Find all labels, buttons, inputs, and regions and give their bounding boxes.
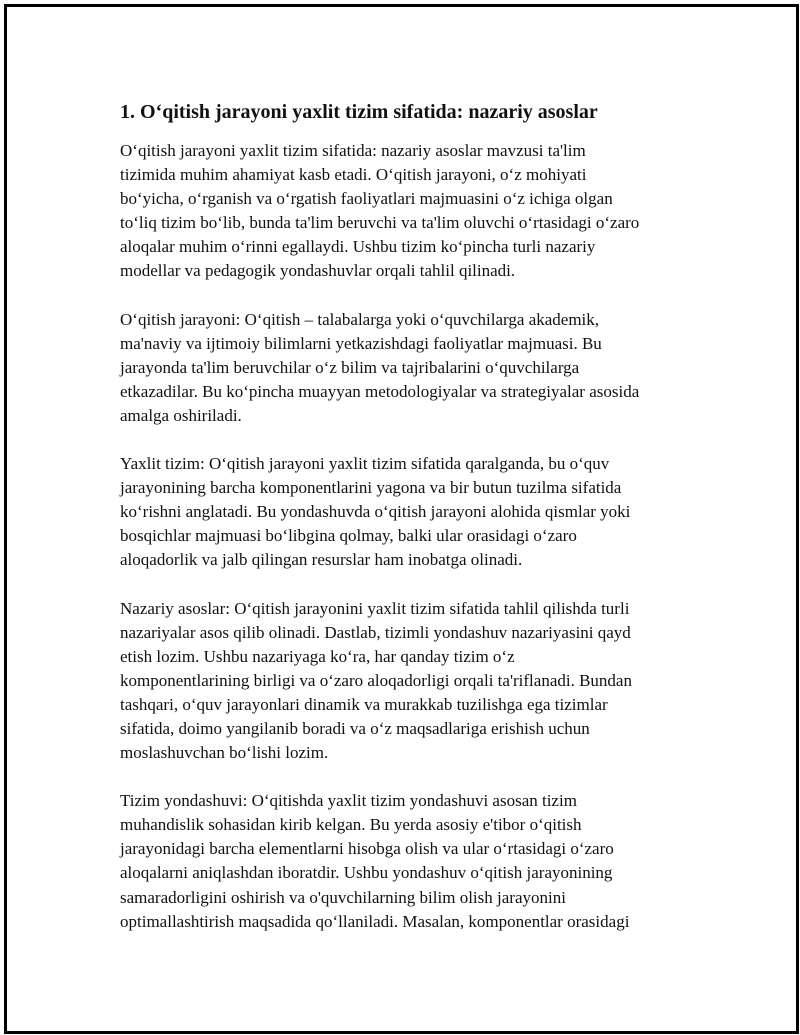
text-line: optimallashtirish maqsadida qo‘llaniladi. Masalan, komponentlar orasidagi bbox=[120, 911, 630, 931]
text-line: bo‘yicha, o‘rganish va o‘rgatish faoliyatlari majmuasini o‘z ichiga olgan bbox=[120, 189, 613, 209]
text-line: Nazariy asoslar: O‘qitish jarayonini yaxlit tizim sifatida tahlil qilishda turli bbox=[120, 598, 630, 618]
paragraph-intro bbox=[120, 139, 705, 284]
text-line: ko‘rishni anglatadi. Bu yondashuvda o‘qitish jarayoni alohida qismlar yoki bbox=[120, 502, 631, 522]
text-line: samaradorligini oshirish va o'quvchilarning bilim olish jarayonini bbox=[120, 887, 566, 907]
paragraph-nazariy-asoslar bbox=[120, 597, 705, 766]
text-line: aloqalar muhim o‘rinni egallaydi. Ushbu tizim ko‘pincha turli nazariy bbox=[120, 237, 596, 257]
text-line: Tizim yondashuvi: O‘qitishda yaxlit tizim yondashuvi asosan tizim bbox=[120, 791, 577, 811]
text-line: jarayonining barcha komponentlarini yagona va bir butun tuzilma sifatida bbox=[120, 478, 622, 498]
text-line: jarayonidagi barcha elementlarni hisobga olish va ular o‘rtasidagi o‘zaro bbox=[120, 839, 614, 859]
text-line: ma'naviy va ijtimoiy bilimlarni yetkazishdagi faoliyatlar majmuasi. Bu bbox=[120, 333, 602, 353]
text-line: aloqadorlik va jalb qilingan resurslar ham inobatga olinadi. bbox=[120, 550, 523, 570]
text-line: tashqari, o‘quv jarayonlari dinamik va murakkab tuzilishga ega tizimlar bbox=[120, 694, 608, 714]
text-line: tizimida muhim ahamiyat kasb etadi. O‘qitish jarayoni, o‘z mohiyati bbox=[120, 165, 587, 185]
text-line: aloqalarni aniqlashdan iboratdir. Ushbu yondashuv o‘qitish jarayonining bbox=[120, 863, 613, 883]
paragraph-yaxlit-tizim bbox=[120, 452, 705, 572]
text-line: komponentlarining birligi va o‘zaro aloqadorligi orqali ta'riflanadi. Bundan bbox=[120, 670, 632, 690]
text-line: O‘qitish jarayoni: O‘qitish – talabalarga yoki o‘quvchilarga akademik, bbox=[120, 309, 600, 329]
text-line: nazariyalar asos qilib olinadi. Dastlab, tizimli yondashuv nazariyasini qayd bbox=[120, 622, 631, 642]
document-page bbox=[4, 4, 799, 1034]
text-line: jarayonda ta'lim beruvchilar o‘z bilim va tajribalarini o‘quvchilarga bbox=[120, 357, 580, 377]
text-line: etkazadilar. Bu ko‘pincha muayyan metodologiyalar va strategiyalar asosida bbox=[120, 381, 640, 401]
text-line: amalga oshiriladi. bbox=[120, 405, 242, 425]
text-line: Yaxlit tizim: O‘qitish jarayoni yaxlit tizim sifatida qaralganda, bu o‘quv bbox=[120, 454, 610, 474]
document-body bbox=[120, 98, 705, 958]
text-line: modellar va pedagogik yondashuvlar orqali tahlil qilinadi. bbox=[120, 261, 516, 281]
paragraph-oqitish-jarayoni bbox=[120, 308, 705, 428]
text-line: O‘qitish jarayoni yaxlit tizim sifatida: nazariy asoslar mavzusi ta'lim bbox=[120, 141, 586, 160]
section-heading: 1. O‘qitish jarayoni yaxlit tizim sifatida: nazariy asoslar bbox=[120, 101, 598, 123]
text-line: bosqichlar majmuasi bo‘libgina qolmay, balki ular orasidagi o‘zaro bbox=[120, 526, 577, 546]
text-line: etish lozim. Ushbu nazariyaga ko‘ra, har qanday tizim o‘z bbox=[120, 646, 515, 666]
text-line: sifatida, doimo yangilanib boradi va o‘z maqsadlariga erishish uchun bbox=[120, 718, 590, 738]
text-line: moslashuvchan bo‘lishi lozim. bbox=[120, 743, 329, 763]
text-line: to‘liq tizim bo‘lib, bunda ta'lim beruvchi va ta'lim oluvchi o‘rtasidagi o‘zaro bbox=[120, 213, 640, 233]
text-line: muhandislik sohasidan kirib kelgan. Bu yerda asosiy e'tibor o‘qitish bbox=[120, 815, 582, 835]
paragraph-tizim-yondashuvi bbox=[120, 789, 705, 934]
